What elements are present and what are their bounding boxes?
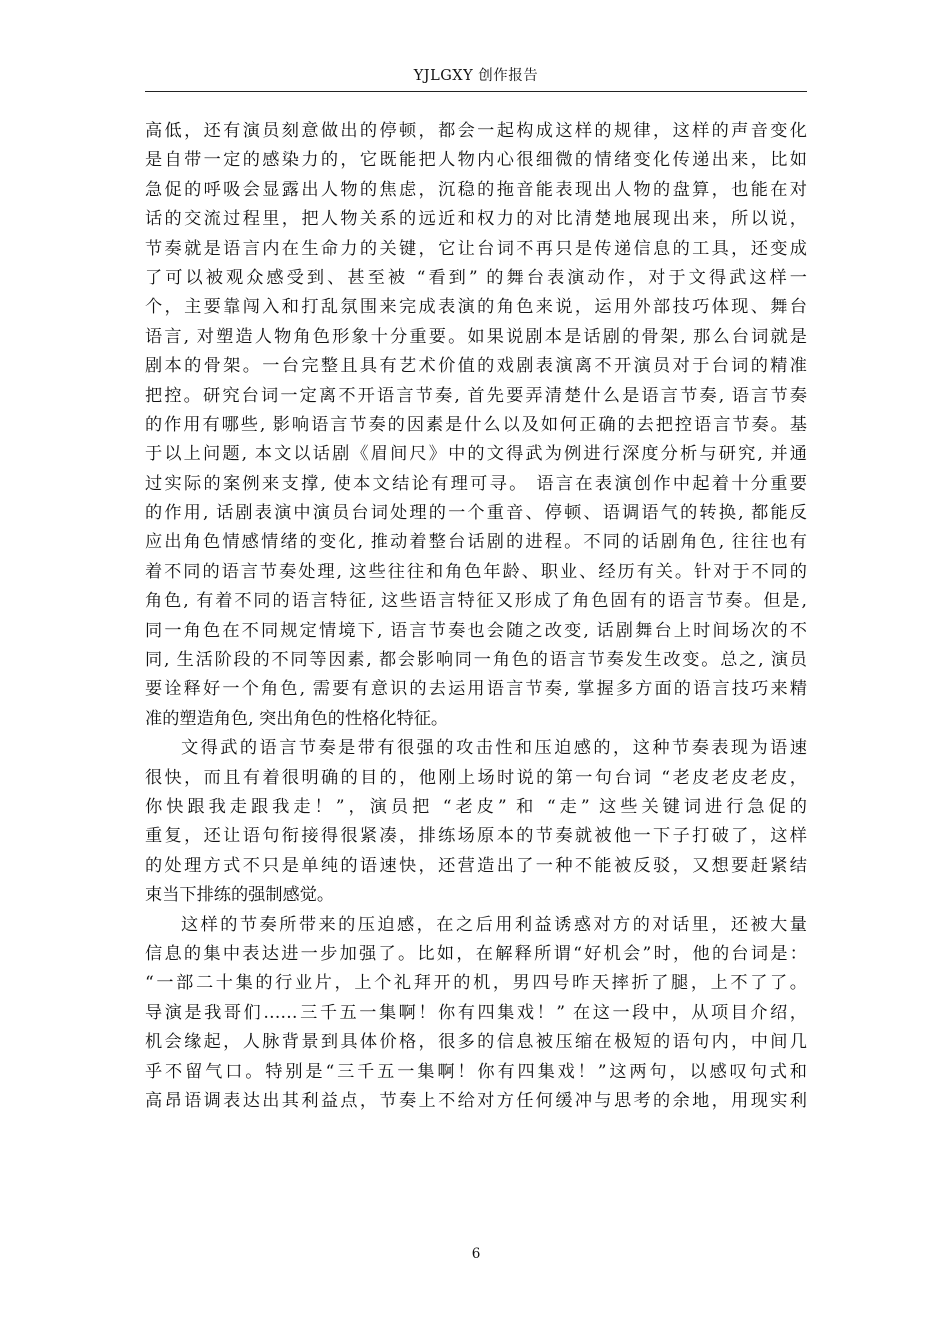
text-line: 的作用, 话剧表演中演员台词处理的一个重音、停顿、语调语气的转换, 都能反 [145,503,807,524]
text-line: 于以上问题, 本文以话剧《眉间尺》中的文得武为例进行深度分析与研究, 并通 [145,444,807,465]
text-line: 很快，而且有着很明确的目的，他刚上场时说的第一句台词 “老皮老皮老皮， [145,767,807,788]
page-header: YJLGXY 创作报告 [413,68,539,84]
text-line: 要诠释好一个角色, 需要有意识的去运用语言节奏, 掌握多方面的语言技巧来精 [145,679,807,700]
text-line: 着不同的语言节奏处理, 这些往往和角色年龄、职业、经历有关。针对于不同的 [145,561,807,582]
text-line: 导演是我哥们……三千五一集啊！你有四集戏！” 在这一段中，从项目介绍， [145,1002,807,1023]
text-line: 同, 生活阶段的不同等因素, 都会影响同一角色的语言节奏发生改变。总之, 演员 [145,650,807,671]
text-line: 束当下排练的强制感觉。 [145,885,335,906]
text-line: 个，主要靠闯入和打乱氛围来完成表演的角色来说，运用外部技巧体现、舞台 [145,297,807,318]
text-line: 应出角色情感情绪的变化, 推动着整台话剧的进程。不同的话剧角色, 往往也有 [145,532,807,553]
text-line: 你快跟我走跟我走！”，演员把 “老皮” 和 “走” 这些关键词进行急促的 [145,796,807,817]
text-line: 急促的呼吸会显露出人物的焦虑，沉稳的拖音能表现出人物的盘算，也能在对 [145,179,807,200]
paragraph [145,117,807,734]
text-line: “一部二十集的行业片，上个礼拜开的机，男四号昨天摔折了腿，上不了了。 [145,973,807,994]
text-line: 语言, 对塑造人物角色形象十分重要。如果说剧本是话剧的骨架, 那么台词就是 [145,326,807,347]
text-line: 节奏就是语言内在生命力的关键，它让台词不再只是传递信息的工具，还变成 [145,238,807,259]
text-line: 高昂语调表达出其利益点，节奏上不给对方任何缓冲与思考的余地，用现实利 [145,1090,807,1111]
text-line: 把控。研究台词一定离不开语言节奏, 首先要弄清楚什么是语言节奏, 语言节奏 [145,385,807,406]
text-line: 文得武的语言节奏是带有很强的攻击性和压迫感的，这种节奏表现为语速 [181,738,807,759]
body-text [145,117,807,1116]
paragraph [145,911,807,1117]
text-line: 重复，还让语句衔接得很紧凑，排练场原本的节奏就被他一下子打破了，这样 [145,826,807,847]
text-line: 了可以被观众感受到、甚至被 “看到” 的舞台表演动作，对于文得武这样一 [145,267,807,288]
header-divider [145,91,807,92]
text-line: 话的交流过程里，把人物关系的远近和权力的对比清楚地展现出来，所以说， [145,209,807,230]
text-line: 角色, 有着不同的语言特征, 这些语言特征又形成了角色固有的语言节奏。但是, [145,591,807,612]
text-line: 高低，还有演员刻意做出的停顿，都会一起构成这样的规律，这样的声音变化 [145,121,807,141]
text-line: 信息的集中表达进一步加强了。比如，在解释所谓“好机会”时，他的台词是： [145,943,807,964]
text-line: 准的塑造角色, 突出角色的性格化特征。 [145,708,449,729]
text-line: 这样的节奏所带来的压迫感，在之后用利益诱惑对方的对话里，还被大量 [181,914,807,935]
text-line: 剧本的骨架。一台完整且具有艺术价值的戏剧表演离不开演员对于台词的精准 [145,356,807,377]
text-line: 的作用有哪些, 影响语言节奏的因素是什么以及如何正确的去把控语言节奏。基 [145,414,807,435]
text-line: 乎不留气口。特别是“三千五一集啊！你有四集戏！”这两句，以感叹句式和 [145,1061,807,1082]
text-line: 机会缘起，人脉背景到具体价格，很多的信息被压缩在极短的语句内，中间几 [145,1032,807,1053]
text-line: 是自带一定的感染力的，它既能把人物内心很细微的情绪变化传递出来，比如 [145,150,807,171]
text-line: 过实际的案例来支撑, 使本文结论有理可寻。 语言在表演创作中起着十分重要 [145,473,807,494]
page-number: 6 [471,1246,481,1262]
text-line: 同一角色在不同规定情境下, 语言节奏也会随之改变, 话剧舞台上时间场次的不 [145,620,807,641]
paragraph [145,734,807,910]
text-line: 的处理方式不只是单纯的语速快，还营造出了一种不能被反驳，又想要赶紧结 [145,855,807,876]
